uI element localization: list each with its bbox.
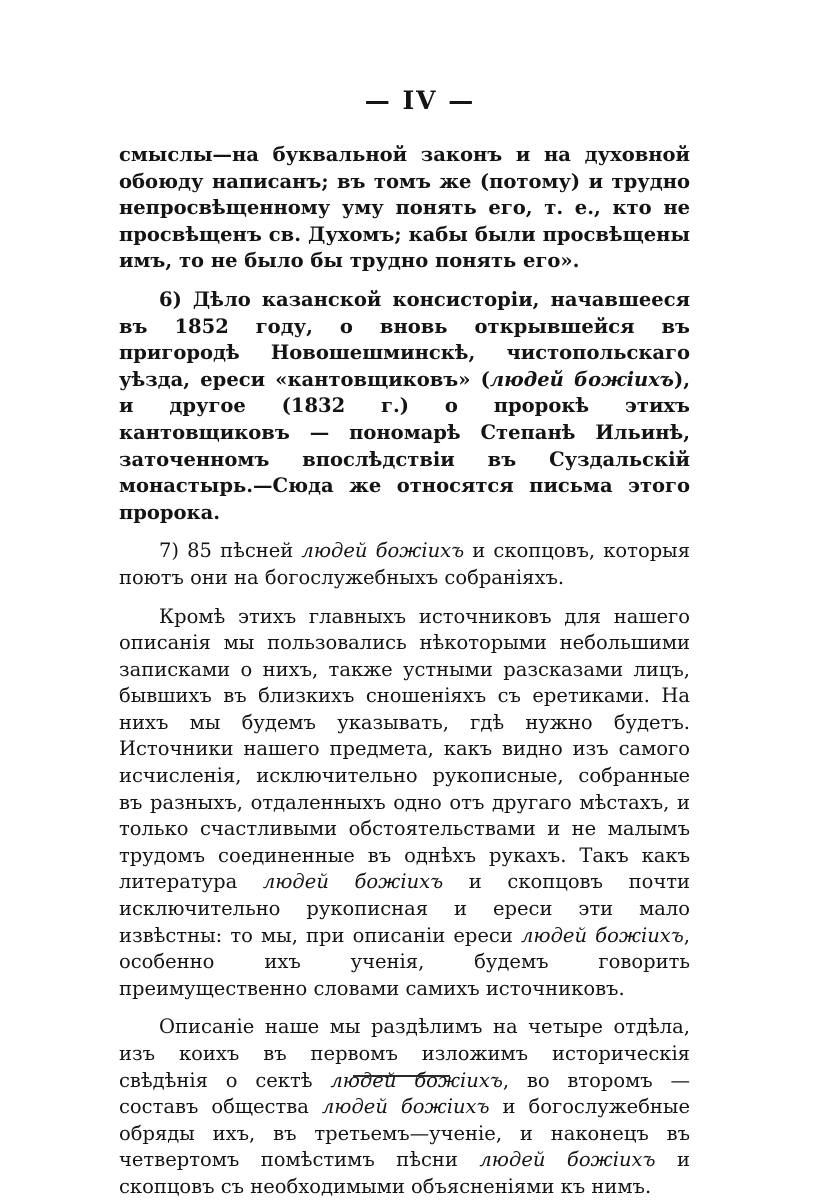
text-segment: и скопцовъ, которыя поютъ они на богослужебныхъ собраніяхъ. (119, 539, 690, 589)
text-segment: , во второмъ — составъ общества (119, 1068, 690, 1119)
paragraph-other-sources (119, 604, 690, 1003)
italic-term: людей божіихъ (301, 539, 465, 563)
text-segment: и богослужебные обряды ихъ, въ третьемъ—ученіе, и наконецъ въ четвертомъ помѣстимъ пѣсни (119, 1095, 690, 1172)
text-segment: смыслы—на буквальной законъ и на духовной обоюду написанъ; въ томъ же (потому) и трудно непросвѣщенному уму понять его, т. е., кто не просвѣщенъ св. Духомъ; кабы были просвѣщены имъ, то не было бы трудно понять его». (119, 143, 690, 273)
text-segment: 6) Дѣло казанской консисторіи, начавшееся въ 1852 году, о вновь открывшейся въ пригородѣ Новошешминскѣ, чистопольскаго уѣзда, ереси «кантовщиковъ» ( (119, 287, 690, 391)
italic-term: людей божіихъ (262, 870, 444, 894)
italic-term: людей божіихъ (330, 1068, 503, 1092)
paragraph-outline (119, 1014, 690, 1200)
text-segment: Кромѣ этихъ главныхъ источниковъ для нашего описанія мы пользовались нѣкоторыми небольшими записками о нихъ, также устными разсказами лицъ, бывшихъ въ близкихъ сношеніяхъ съ еретиками. На нихъ мы будемъ указывать, гдѣ нужно будетъ. Источники нашего предмета, какъ видно изъ самого исчисленія, исключительно рукописные, собранные въ разныхъ, отдаленныхъ одно отъ другаго мѣстахъ, и только счастливыми обстоятельствами и не малымъ трудомъ соединенные въ однѣхъ рукахъ. Такъ какъ литература (119, 604, 690, 894)
body-text (119, 142, 690, 1201)
paragraph-quote-end (119, 142, 690, 275)
paragraph-source-7 (119, 538, 690, 591)
text-segment: и скопцовъ почти исключительно рукописная и ереси эти мало извѣстны: то мы, при описаніи ереси (119, 870, 690, 947)
text-segment: , особенно ихъ ученія, будемъ говорить преимущественно словами самихъ источниковъ. (119, 923, 690, 1000)
italic-term: людей божіихъ (321, 1095, 490, 1119)
italic-term: людей божіихъ (489, 367, 674, 391)
italic-term: людей божіихъ (479, 1148, 656, 1172)
end-divider (353, 1075, 450, 1077)
italic-term: людей божіихъ (520, 923, 684, 947)
text-segment: ), и другое (1832 г.) о пророкѣ этихъ кантовщиковъ — пономарѣ Степанѣ Ильинѣ, заточенномъ впослѣдствіи въ Суздальскій монастырь.—Сюда же относятся письма этого пророка. (119, 367, 690, 524)
text-segment: Описаніе наше мы раздѣлимъ на четыре отдѣла, изъ коихъ въ первомъ изложимъ историческія свѣдѣнія о сектѣ (119, 1015, 690, 1092)
paragraph-source-6 (119, 287, 690, 526)
text-segment: 7) 85 пѣсней (159, 539, 302, 563)
text-segment: и скопцовъ съ необходимыми объясненіями къ нимъ. (119, 1148, 690, 1198)
page-number: — IV — (364, 86, 476, 115)
